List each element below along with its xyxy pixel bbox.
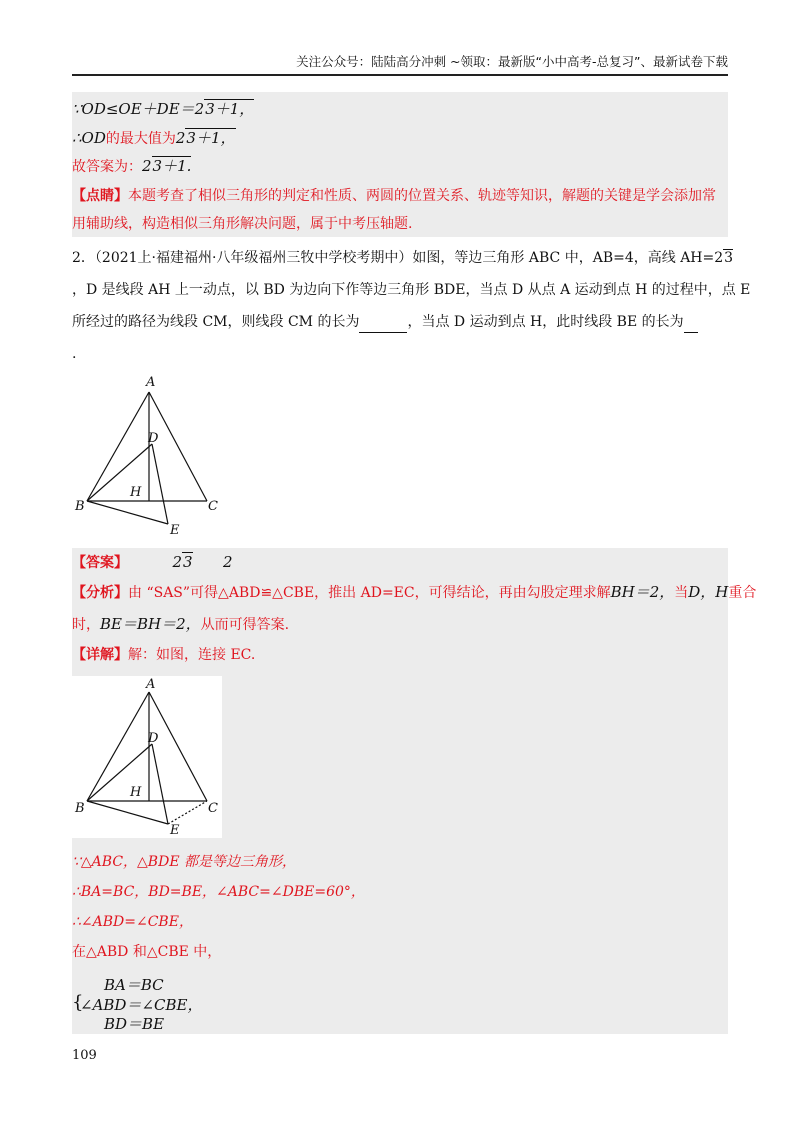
- blank-1[interactable]: [359, 312, 407, 333]
- problem-line-3: 所经过的路径为线段 CM，则线段 CM 的长为 ，当点 D 运动到点 H，此时线段 BE 的长为: [72, 312, 698, 333]
- label-H-2: H: [130, 785, 142, 800]
- label-B: B: [75, 499, 85, 514]
- label-E: E: [170, 523, 180, 538]
- analysis-line-1: 【分析】由 “SAS”可得△ABD≌△CBE，推出 AD=EC，可得结论，再由勾股定理求解BH＝2，当D，H重合: [72, 583, 757, 601]
- answer-line: 【答案】 23 2: [72, 553, 233, 571]
- label-C: C: [208, 499, 218, 514]
- detail-step-1: ∵△ABC，△BDE 都是等边三角形，: [72, 854, 296, 870]
- detail-step-4: 在△ABD 和△CBE 中，: [72, 944, 222, 960]
- prev-line-2: ∴OD的最大值为23＋1，: [72, 129, 236, 147]
- segment-BD: [87, 444, 152, 501]
- problem-line-4: .: [72, 346, 77, 362]
- label-A: A: [146, 375, 156, 390]
- page-header: 关注公众号：陆陆高分冲刺 ~领取：最新版“小中高考-总复习”、最新试卷下载: [72, 52, 728, 76]
- label-B-2: B: [75, 801, 85, 816]
- label-A-2: A: [146, 677, 156, 692]
- detail-intro: 【详解】解：如图，连接 EC.: [72, 647, 256, 663]
- blank-2[interactable]: [684, 312, 698, 333]
- label-D: D: [148, 431, 159, 446]
- problem-line-2: ，D 是线段 AH 上一动点，以 BD 为边向下作等边三角形 BDE，当点 D 从点 A 运动到点 H 的过程中，点 E: [72, 282, 751, 298]
- segment-BE: [87, 501, 168, 524]
- prev-line-3: 故答案为：23＋1.: [72, 157, 192, 175]
- label-D-2: D: [148, 731, 159, 746]
- system-brace: {: [72, 992, 84, 1013]
- triangle-figure-2: [72, 676, 222, 838]
- label-C-2: C: [208, 801, 218, 816]
- detail-step-2: ∴BA=BC，BD=BE，∠ABC=∠DBE=60°，: [72, 884, 365, 900]
- segment-AC: [149, 392, 207, 501]
- detail-step-3: ∴∠ABD=∠CBE，: [72, 914, 193, 930]
- page-number: 109: [72, 1048, 97, 1063]
- system-eq-3: BD＝BE: [104, 1015, 165, 1033]
- prev-line-1: ∵OD≤OE＋DE＝23＋1，: [72, 100, 255, 118]
- system-eq-1: BA＝BC: [104, 976, 164, 994]
- prev-comment-2: 用辅助线，构造相似三角形解决问题，属于中考压轴题.: [72, 216, 413, 232]
- analysis-line-2: 时，BE＝BH＝2，从而可得答案.: [72, 615, 290, 633]
- label-H: H: [130, 485, 142, 500]
- triangle-figure-1: [72, 372, 222, 542]
- label-E-2: E: [170, 823, 180, 838]
- problem-line-1: 2．（2021上·福建福州·八年级福州三牧中学校考期中）如图，等边三角形 ABC 中，AB=4，高线 AH=23: [72, 250, 734, 266]
- segment-DE: [152, 444, 168, 524]
- prev-comment-1: 【点睛】本题考查了相似三角形的判定和性质、两圆的位置关系、轨迹等知识，解题的关键是学会添加常: [72, 188, 716, 204]
- system-eq-2: ∠ABD＝∠CBE，: [80, 996, 203, 1014]
